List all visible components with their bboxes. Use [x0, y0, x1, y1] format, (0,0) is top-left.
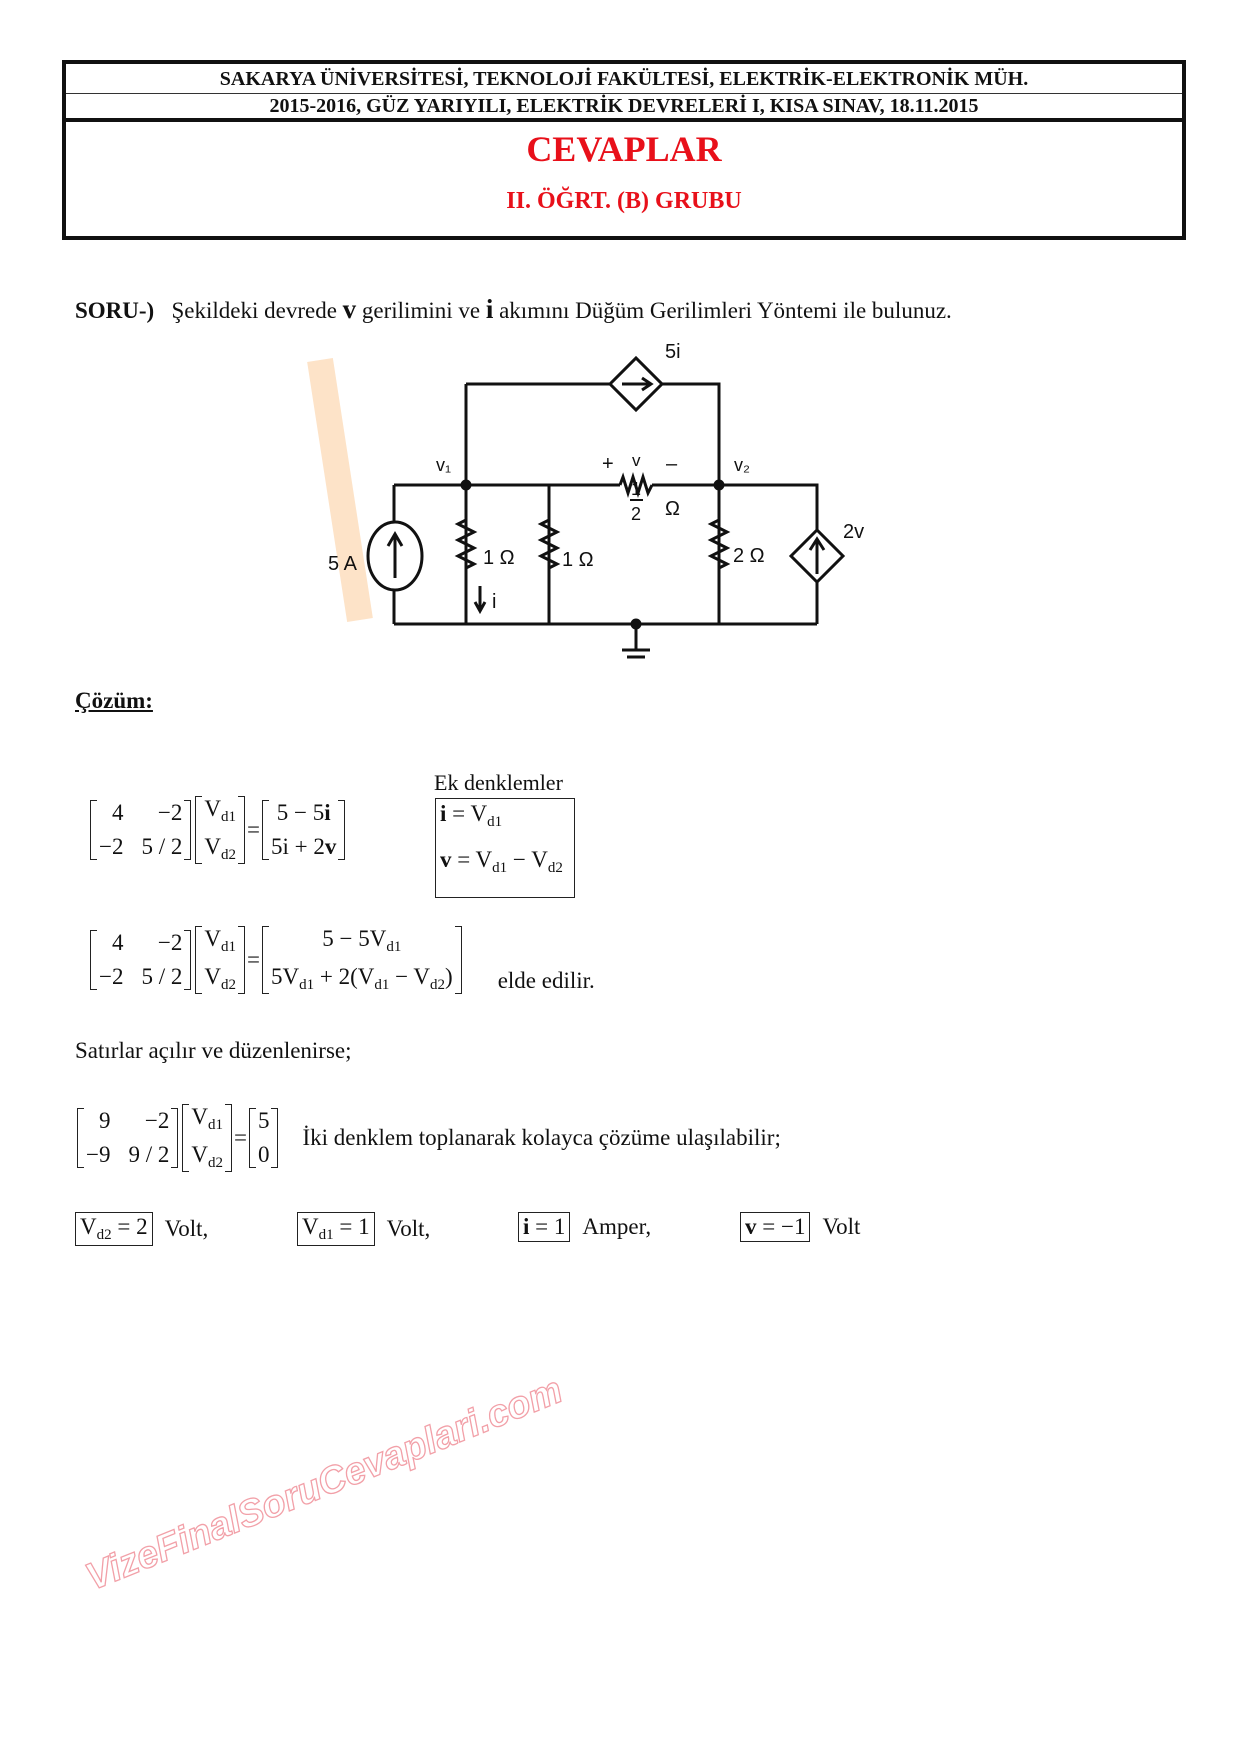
unit: Volt: [822, 1214, 861, 1239]
label-v2: v₂: [734, 455, 750, 475]
circuit-diagram: [300, 320, 880, 660]
equals: =: [247, 947, 260, 972]
header-exam-info: 2015-2016, GÜZ YARIYILI, ELEKTRİK DEVRELERİ I, KISA SINAV, 18.11.2015: [269, 95, 979, 117]
cell: i: [440, 801, 447, 826]
cell: 4: [111, 930, 124, 955]
sub: d1: [318, 1227, 334, 1243]
var-v: v: [342, 294, 357, 324]
answer-v: [740, 1212, 860, 1242]
label-v1: v₁: [436, 455, 452, 475]
sub: d1: [299, 977, 315, 993]
equation-3: [75, 1104, 781, 1172]
cell: −2: [144, 1108, 170, 1133]
rhs-vector: [249, 1108, 279, 1168]
group-label: II. ÖĞRT. (B) GRUBU: [506, 188, 742, 214]
cell: + 2(V: [314, 964, 375, 989]
label-minus: –: [666, 453, 678, 475]
var-i: i: [485, 294, 494, 324]
cell: v: [745, 1214, 757, 1239]
cell: 4: [111, 800, 124, 825]
sub: d2: [430, 977, 446, 993]
cell: −2: [157, 930, 183, 955]
label-v: v: [632, 451, 641, 470]
cell: = −1: [756, 1214, 806, 1239]
arrow-up-icon: [388, 534, 402, 578]
coefficient-matrix: [90, 800, 191, 860]
sub: d2: [547, 860, 563, 876]
unit: Volt,: [164, 1216, 209, 1241]
resistor-2ohm: [711, 520, 727, 568]
cell: V: [191, 1104, 208, 1129]
cell: 5: [257, 1108, 270, 1133]
arrow-up-icon: [810, 539, 824, 574]
equals: =: [247, 817, 260, 842]
unknown-vector: [182, 1104, 232, 1172]
sub: d1: [208, 1117, 223, 1133]
sub: d1: [487, 814, 503, 830]
node-dot: [715, 481, 723, 489]
sub: d2: [208, 1155, 223, 1171]
divider: [66, 93, 1182, 94]
ek-box: [435, 798, 575, 898]
sub: d1: [492, 860, 508, 876]
cell: V: [80, 1214, 97, 1239]
cell: = V: [457, 847, 493, 872]
unit: Volt,: [386, 1216, 431, 1241]
sub: d2: [221, 847, 236, 863]
cell: V: [204, 926, 221, 951]
rhs-vector: [262, 800, 345, 860]
label-i: i: [492, 591, 497, 613]
cell: − V: [507, 847, 548, 872]
arrow-down-icon: [475, 586, 485, 611]
cell: ): [445, 964, 453, 989]
question-part: Şekildeki devrede: [171, 298, 337, 323]
node-dot: [632, 620, 640, 628]
circuit-wires: [394, 384, 817, 660]
node-dot: [462, 481, 470, 489]
suffix-text: elde edilir.: [497, 968, 595, 993]
unit: Amper,: [582, 1214, 652, 1239]
cell: −2: [99, 964, 124, 989]
sub: d1: [374, 977, 390, 993]
cell: V: [204, 834, 221, 859]
cell: = V: [452, 801, 488, 826]
sub: d1: [386, 939, 402, 955]
divider: [66, 118, 1182, 122]
header-university: SAKARYA ÜNİVERSİTESİ, TEKNOLOJİ FAKÜLTESİ, ELEKTRİK-ELEKTRONİK MÜH.: [219, 68, 1029, 90]
cell: −2: [157, 800, 183, 825]
cell: 5 − 5: [276, 800, 325, 825]
solution-heading: Çözüm:: [75, 688, 153, 713]
sub: d2: [221, 977, 236, 993]
cell: 5 / 2: [141, 964, 183, 989]
question-part: akımını Düğüm Gerilimleri Yöntemi ile bulunuz.: [499, 298, 952, 323]
watermark-shape: [320, 360, 360, 620]
cell: 9 / 2: [128, 1142, 170, 1167]
label-half-num: 1: [631, 479, 642, 499]
label-plus: +: [602, 453, 614, 475]
cell: − V: [389, 964, 431, 989]
arrow-right-icon: [622, 378, 651, 390]
question-part: gerilimini ve: [361, 298, 481, 323]
answer-i: [518, 1212, 651, 1242]
resistor-1ohm-b: [541, 520, 557, 568]
equation-2: [88, 926, 595, 994]
cell: = 2: [111, 1214, 148, 1239]
sub: d2: [96, 1227, 112, 1243]
equation-1: [88, 796, 347, 864]
unknown-vector: [195, 926, 245, 994]
cell: = 1: [333, 1214, 370, 1239]
suffix-text: İki denklem toplanarak kolayca çözüme ulaşılabilir;: [302, 1125, 781, 1150]
label-half-den: 2: [631, 504, 642, 524]
cell: V: [204, 796, 221, 821]
label-2v: 2v: [843, 521, 865, 543]
cell: V: [204, 964, 221, 989]
cell: −2: [99, 834, 124, 859]
resistor-1ohm-a: [458, 520, 474, 568]
cell: V: [191, 1142, 208, 1167]
ek-title: Ek denklemler: [434, 770, 563, 795]
label-r3: 2 Ω: [733, 545, 765, 567]
question-label: SORU-): [75, 298, 155, 323]
label-omega: Ω: [665, 498, 680, 520]
cell: 0: [257, 1142, 270, 1167]
cell: 5i + 2: [270, 834, 325, 859]
cell: 5 / 2: [141, 834, 183, 859]
label-5a: 5 A: [328, 553, 357, 575]
rhs-vector: [262, 926, 462, 994]
equals: =: [234, 1125, 247, 1150]
label-r2: 1 Ω: [562, 549, 594, 571]
coefficient-matrix: [90, 930, 191, 990]
middle-text: Satırlar açılır ve düzenlenirse;: [75, 1038, 352, 1063]
cell: i: [523, 1214, 530, 1239]
answer-vd1: [297, 1212, 430, 1246]
cell: 9: [98, 1108, 111, 1133]
header-box: [62, 60, 1186, 240]
cell: −9: [86, 1142, 111, 1167]
cell: V: [302, 1214, 319, 1239]
label-r1: 1 Ω: [483, 547, 515, 569]
sub: d1: [221, 939, 236, 955]
unknown-vector: [195, 796, 245, 864]
cell: v: [324, 834, 337, 859]
cell: 5V: [270, 964, 300, 989]
cell: v: [440, 847, 452, 872]
cell: 5 − 5V: [322, 926, 387, 951]
watermark: VizeFinalSoruCevaplari.com: [80, 1369, 569, 1599]
answer-vd2: [75, 1212, 208, 1246]
label-5i: 5i: [665, 341, 681, 363]
cell: = 1: [529, 1214, 566, 1239]
sub: d1: [221, 809, 236, 825]
cell: i: [324, 800, 331, 825]
title-cevaplar: CEVAPLAR: [526, 129, 722, 169]
coefficient-matrix: [77, 1108, 178, 1168]
